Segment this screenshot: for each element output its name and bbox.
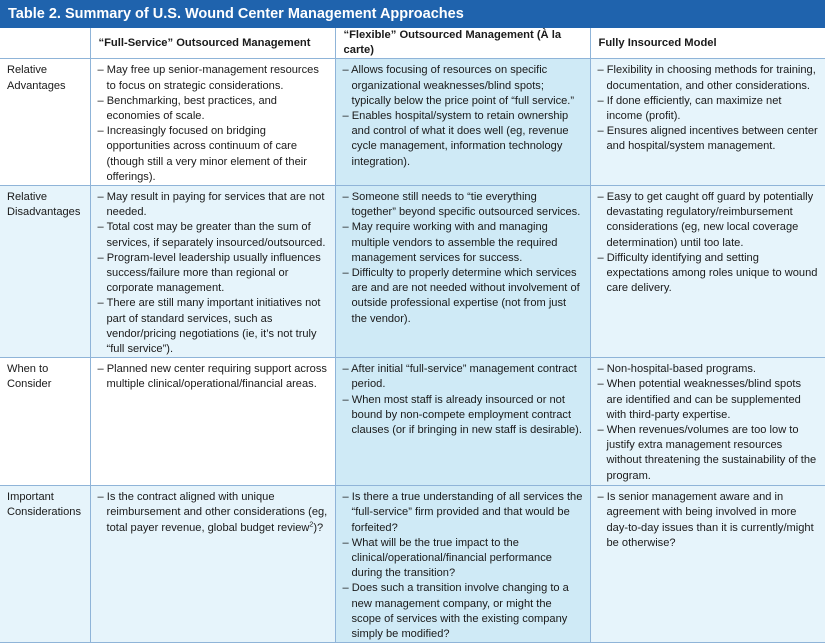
list-item: – Allows focusing of resources on specific organizational weaknesses/blind spots; typically below the price point of “full service.” [343,63,583,109]
row-important-considerations [0,486,825,643]
cell-full-service [90,486,335,643]
list-item: – Easy to get caught off guard by potentially devastating regulatory/reimbursement considerations (eg, new local coverage determination) until too late. [598,190,819,251]
cell-flexible [335,358,590,486]
cell-insourced [590,59,825,186]
header-insourced: Fully Insourced Model [590,28,825,59]
cell-full-service [90,358,335,486]
cell-flexible [335,186,590,358]
list-item: – What will be the true impact to the clinical/operational/financial performance during the transition? [343,536,583,582]
list-item: – Planned new center requiring support across multiple clinical/operational/financial areas. [98,362,328,392]
list-item-text: Is the contract aligned with unique reimbursement and other considerations (eg, total payer revenue, global budget review [106,491,328,534]
list-item: – Is senior management aware and in agreement with being involved in more day-to-day issues than it is currently/might be otherwise? [598,490,819,551]
list-item: – Increasingly focused on bridging opportunities across continuum of care (though still a very minor element of their offerings). [98,124,328,185]
header-empty [0,28,90,59]
row-relative-disadvantages [0,186,825,358]
list-item: – Difficulty identifying and setting expectations among roles unique to wound care delivery. [598,251,819,297]
row-relative-advantages [0,59,825,186]
list-item: – Ensures aligned incentives between center and hospital/system management. [598,124,819,154]
list-item: – Non-hospital-based programs. [598,362,819,377]
list-item: – When most staff is already insourced or not bound by non-compete employment contract clauses (or if bringing in new staff is desirable). [343,393,583,439]
cell-insourced [590,486,825,643]
cell-insourced [590,186,825,358]
list-item: – Is there a true understanding of all services the “full-service” firm provided and that would be forfeited? [343,490,583,536]
cell-full-service [90,186,335,358]
list-item: – Benchmarking, best practices, and economies of scale. [98,94,328,124]
row-label: Relative Advantages [0,59,90,186]
footnote-ref: 2 [309,520,314,528]
list-item: – Enables hospital/system to retain ownership and control of what it does well (eg, revenue cycle management, information technology integration). [343,109,583,170]
list-item: – Someone still needs to “tie everything together” beyond specific outsourced services. [343,190,583,220]
list-item: – When revenues/volumes are too low to justify extra management resources without threatening the sustainability of the program. [598,423,819,484]
list-item: – Difficulty to properly determine which services are and are not needed without involvement of outside professional expertise (not from just the vendor). [343,266,583,327]
list-item: – Total cost may be greater than the sum of services, if separately insourced/outsourced. [98,220,328,250]
list-item: – Flexibility in choosing methods for training, documentation, and other considerations. [598,63,819,93]
row-label: Relative Disadvantages [0,186,90,358]
header-flexible: “Flexible” Outsourced Management (À la carte) [335,28,590,59]
table-title: Table 2. Summary of U.S. Wound Center Management Approaches [0,0,825,28]
list-item: – May free up senior-management resources to focus on strategic considerations. [98,63,328,93]
cell-flexible [335,59,590,186]
header-row [0,28,825,59]
approaches-table [0,28,825,643]
list-item: – There are still many important initiatives not part of standard services, such as vendor/pricing negotiations (ie, it’s not truly “full service”). [98,296,328,357]
cell-insourced [590,358,825,486]
row-when-to-consider [0,358,825,486]
list-item: – When potential weaknesses/blind spots are identified and can be supplemented with third-party expertise. [598,377,819,423]
list-item [98,490,328,536]
row-label: Important Considerations [0,486,90,643]
header-full-service: “Full-Service” Outsourced Management [90,28,335,59]
list-item: – Does such a transition involve changing to a new management company, or might the scope of services with the existing company simply be modified? [343,581,583,642]
list-item: – May result in paying for services that are not needed. [98,190,328,220]
cell-flexible [335,486,590,643]
list-item-tail: )? [313,521,324,534]
list-item: – Program-level leadership usually influences success/failure more than regional or corporate management. [98,251,328,297]
list-item: – If done efficiently, can maximize net income (profit). [598,94,819,124]
row-label: When to Consider [0,358,90,486]
cell-full-service [90,59,335,186]
list-item: – After initial “full-service” management contract period. [343,362,583,392]
list-item: – May require working with and managing multiple vendors to assemble the required management services for success. [343,220,583,266]
